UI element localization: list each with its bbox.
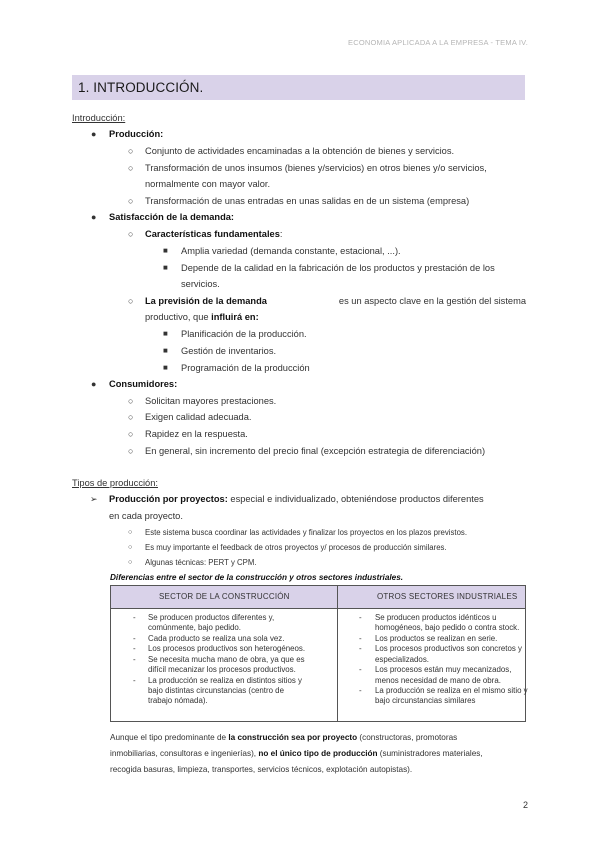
construccion-line: bajo distintas circunstancias (centro de — [148, 686, 284, 695]
otros-line: La producción se realiza en el mismo sitio y — [375, 686, 528, 695]
dash-bullet-icon: - — [133, 634, 136, 643]
closing-p2b: no el único tipo de producción — [258, 749, 378, 758]
caracteristicas-line — [145, 228, 282, 240]
hollow-bullet-icon: ○ — [128, 559, 133, 566]
proyectos-rest: especial e individualizado, obteniéndose productos diferentes — [227, 494, 484, 504]
prevision-line-2 — [145, 311, 259, 323]
proyectos-sub-3: Algunas técnicas: PERT y CPM. — [145, 558, 257, 567]
arrow-bullet-icon: ➢ — [90, 494, 98, 504]
prevision-bold: La previsión de la demanda — [145, 296, 267, 306]
dash-bullet-icon: - — [133, 613, 136, 622]
filled-bullet-icon: ● — [91, 212, 97, 222]
otros-line: Se producen productos idénticos u — [375, 613, 497, 622]
comparison-table — [110, 585, 526, 722]
closing-p1a: Aunque el tipo predominante de — [110, 733, 229, 742]
satisfaccion-label: Satisfacción de la demanda: — [109, 212, 235, 222]
construccion-line: Se necesita mucha mano de obra, ya que es — [148, 655, 305, 664]
hollow-bullet-icon: ○ — [128, 412, 134, 422]
prevision-item-2: Gestión de inventarios. — [181, 346, 277, 356]
hollow-bullet-icon: ○ — [128, 446, 134, 456]
consumidores-item-4: En general, sin incremento del precio final (excepción estrategia de diferenciación) — [145, 446, 486, 456]
closing-line-1 — [110, 732, 526, 744]
proyectos-line-2: en cada proyecto. — [109, 511, 183, 521]
closing-p2a: inmobiliarias, consultoras e ingenierías), — [110, 749, 259, 758]
otros-line: homogéneos, bajo pedido o contra stock. — [375, 623, 520, 632]
hollow-bullet-icon: ○ — [128, 429, 134, 439]
filled-bullet-icon: ● — [91, 379, 97, 389]
table-column-divider — [337, 586, 338, 721]
construccion-line: Los procesos productivos son heterogéneos. — [148, 644, 306, 653]
dash-bullet-icon: - — [359, 634, 362, 643]
prevision-line2-text: productivo, que — [145, 312, 212, 322]
consumidores-item-2: Exigen calidad adecuada. — [145, 412, 252, 422]
proyectos-sub-2: Es muy importante el feedback de otros proyectos y/ procesos de producción similares. — [145, 543, 447, 552]
intro-heading: Introducción: — [72, 113, 126, 123]
table-header-otros: OTROS SECTORES INDUSTRIALES — [377, 592, 518, 601]
hollow-bullet-icon: ○ — [128, 196, 134, 206]
dash-bullet-icon: - — [133, 676, 136, 685]
prevision-item-1: Planificación de la producción. — [181, 329, 307, 339]
square-bullet-icon: ■ — [163, 329, 168, 338]
caracteristica-item-1: Amplia variedad (demanda constante, estacional, ...). — [181, 246, 401, 256]
running-header: ECONOMIA APLICADA A LA EMPRESA - TEMA IV. — [348, 38, 528, 47]
otros-line: bajo circunstancias similares — [375, 696, 476, 705]
proyectos-sub-1: Este sistema busca coordinar las actividades y finalizar los proyectos en los plazos previstos. — [145, 528, 467, 537]
square-bullet-icon: ■ — [163, 346, 168, 355]
construccion-line: difícil mecanizar los procesos productivos. — [148, 665, 296, 674]
dash-bullet-icon: - — [359, 613, 362, 622]
hollow-bullet-icon: ○ — [128, 296, 134, 306]
consumidores-label: Consumidores: — [109, 379, 178, 389]
construccion-line: La producción se realiza en distintos sitios y — [148, 676, 302, 685]
consumidores-item-3: Rapidez en la respuesta. — [145, 429, 248, 439]
otros-line: Los productos se realizan en serie. — [375, 634, 498, 643]
table-header-construccion: SECTOR DE LA CONSTRUCCIÓN — [159, 592, 290, 601]
hollow-bullet-icon: ○ — [128, 163, 134, 173]
closing-p1c: (constructoras, promotoras — [357, 733, 458, 742]
construccion-line: Cada producto se realiza una sola vez. — [148, 634, 285, 643]
prevision-rest: es un aspecto clave en la gestión del sistema — [338, 296, 526, 306]
construccion-line: Se producen productos diferentes y, — [148, 613, 275, 622]
closing-p1b: la construcción sea por proyecto — [228, 733, 358, 742]
hollow-bullet-icon: ○ — [128, 146, 134, 156]
hollow-bullet-icon: ○ — [128, 544, 133, 551]
tipos-heading: Tipos de producción: — [72, 478, 158, 488]
dash-bullet-icon: - — [359, 665, 362, 674]
filled-bullet-icon: ● — [91, 129, 97, 139]
caracteristica-item-2: Depende de la calidad en la fabricación de los productos y prestación de los — [181, 263, 495, 273]
caracteristicas-label: Características fundamentales — [145, 229, 280, 239]
dash-bullet-icon: - — [359, 686, 362, 695]
square-bullet-icon: ■ — [163, 363, 168, 372]
consumidores-item-1: Solicitan mayores prestaciones. — [145, 396, 277, 406]
hollow-bullet-icon: ○ — [128, 229, 134, 239]
square-bullet-icon: ■ — [163, 263, 168, 272]
dash-bullet-icon: - — [359, 644, 362, 653]
otros-line: Los procesos están muy mecanizados, — [375, 665, 512, 674]
produccion-item-1: Conjunto de actividades encaminadas a la obtención de bienes y servicios. — [145, 146, 455, 156]
prevision-line — [145, 295, 526, 307]
proyectos-line — [109, 493, 484, 505]
influira-bold: influirá en: — [211, 312, 259, 322]
hollow-bullet-icon: ○ — [128, 396, 134, 406]
caracteristica-item-2-cont: servicios. — [181, 279, 220, 289]
dash-bullet-icon: - — [133, 655, 136, 664]
produccion-item-3: Transformación de unas entradas en unas salidas en de un sistema (empresa) — [145, 196, 470, 206]
closing-line-3: recogida basuras, limpieza, transportes, servicios técnicos, explotación autopistas). — [110, 765, 413, 774]
table-caption: Diferencias entre el sector de la construcción y otros sectores industriales. — [110, 573, 404, 582]
construccion-line: trabajo nómada). — [148, 696, 208, 705]
construccion-line: comúnmente, bajo pedido. — [148, 623, 241, 632]
otros-line: especializados. — [375, 655, 429, 664]
closing-p2c: (suministradores materiales, — [377, 749, 483, 758]
otros-line: menos necesidad de mano de obra. — [375, 676, 501, 685]
proyectos-bold: Producción por proyectos: — [109, 494, 228, 504]
closing-line-2 — [110, 748, 483, 760]
section-heading-bar — [72, 75, 525, 100]
produccion-label: Producción: — [109, 129, 164, 139]
produccion-item-2: Transformación de unos insumos (bienes y/servicios) en otros bienes y/o servicios, — [145, 163, 487, 173]
prevision-item-3: Programación de la producción — [181, 363, 310, 373]
section-title: 1. INTRODUCCIÓN. — [78, 80, 204, 95]
square-bullet-icon: ■ — [163, 246, 168, 255]
dash-bullet-icon: - — [133, 644, 136, 653]
caracteristicas-colon: : — [279, 229, 283, 239]
page-number: 2 — [522, 800, 528, 810]
hollow-bullet-icon: ○ — [128, 529, 133, 536]
otros-line: Los procesos productivos son concretos y — [375, 644, 522, 653]
produccion-item-2-cont: normalmente con mayor valor. — [145, 179, 271, 189]
